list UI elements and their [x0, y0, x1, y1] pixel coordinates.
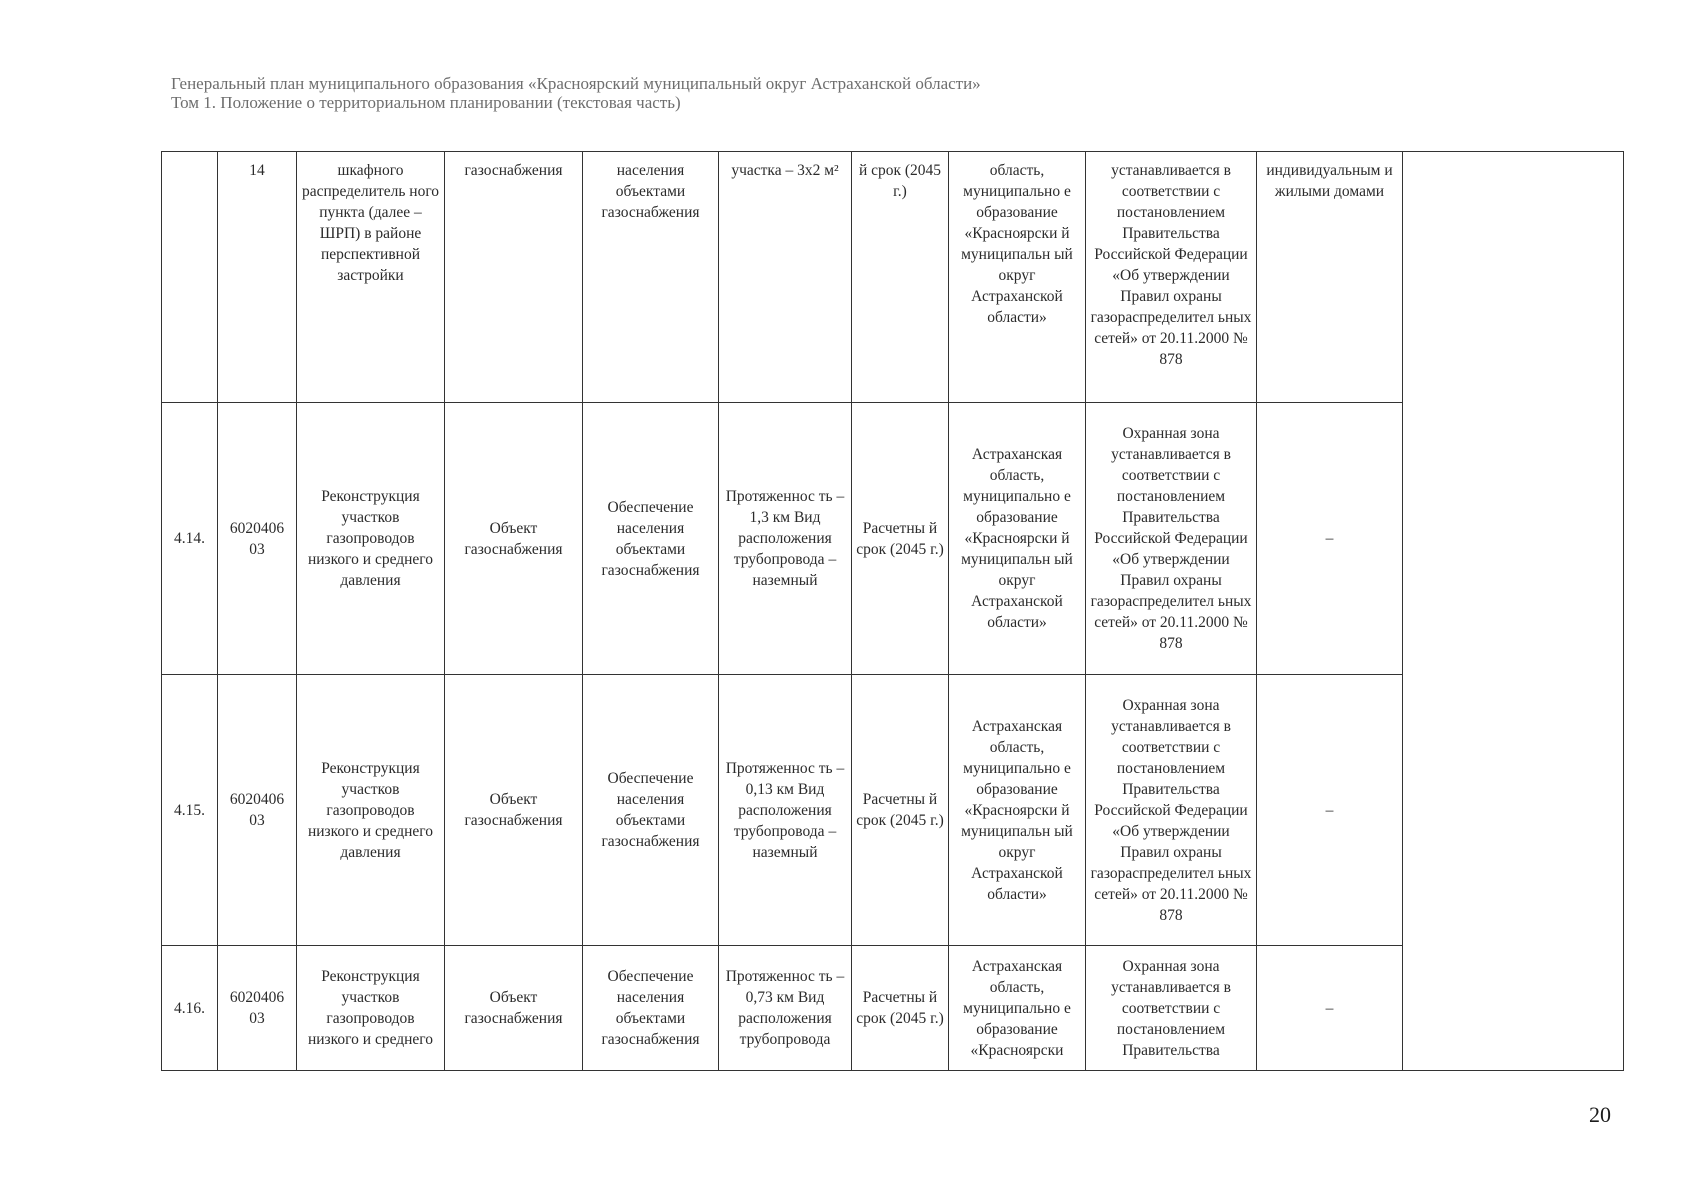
- cell-blank: [1403, 675, 1624, 946]
- header-subtitle: Том 1. Положение о территориальном планировании (текстовая часть): [171, 93, 681, 112]
- cell-zone: устанавливается в соответствии с постановлением Правительства Российской Федерации «Об утверждении Правил охраны газораспределител ьных сетей» от 20.11.2000 № 878: [1086, 152, 1257, 403]
- cell-characteristics: участка – 3х2 м²: [719, 152, 852, 403]
- cell-extra: –: [1257, 403, 1403, 675]
- cell-num: 4.16.: [162, 946, 218, 1071]
- table-row: [162, 403, 1624, 675]
- table-row: [162, 152, 1624, 403]
- table-row: [162, 675, 1624, 946]
- cell-characteristics: Протяженнос ть – 0,13 км Вид расположения трубопровода – наземный: [719, 675, 852, 946]
- cell-purpose: Обеспечение населения объектами газоснабжения: [583, 403, 719, 675]
- cell-extra: –: [1257, 675, 1403, 946]
- cell-location: Астраханская область, муниципально е образование «Красноярски й муниципальн ый округ Астраханской области»: [949, 675, 1086, 946]
- cell-num: [162, 152, 218, 403]
- cell-code: 14: [218, 152, 297, 403]
- cell-term: й срок (2045 г.): [852, 152, 949, 403]
- header-title: Генеральный план муниципального образования «Красноярский муниципальный округ Астраханской области»: [171, 74, 981, 93]
- cell-type: газоснабжения: [445, 152, 583, 403]
- cell-extra: –: [1257, 946, 1403, 1071]
- cell-purpose: населения объектами газоснабжения: [583, 152, 719, 403]
- cell-characteristics: Протяженнос ть – 0,73 км Вид расположения трубопровода: [719, 946, 852, 1071]
- table-row: [162, 946, 1624, 1071]
- cell-extra: индивидуальным и жилыми домами: [1257, 152, 1403, 403]
- cell-blank: [1403, 152, 1624, 403]
- cell-zone: Охранная зона устанавливается в соответствии с постановлением Правительства: [1086, 946, 1257, 1071]
- cell-purpose: Обеспечение населения объектами газоснабжения: [583, 946, 719, 1071]
- cell-zone: Охранная зона устанавливается в соответствии с постановлением Правительства Российской Федерации «Об утверждении Правил охраны газораспределител ьных сетей» от 20.11.2000 № 878: [1086, 675, 1257, 946]
- cell-type: Объект газоснабжения: [445, 403, 583, 675]
- cell-name: шкафного распределитель ного пункта (далее – ШРП) в районе перспективной застройки: [297, 152, 445, 403]
- cell-location: Астраханская область, муниципально е образование «Красноярски: [949, 946, 1086, 1071]
- cell-code: 6020406 03: [218, 946, 297, 1071]
- cell-location: область, муниципально е образование «Красноярски й муниципальн ый округ Астраханской области»: [949, 152, 1086, 403]
- cell-zone: Охранная зона устанавливается в соответствии с постановлением Правительства Российской Федерации «Об утверждении Правил охраны газораспределител ьных сетей» от 20.11.2000 № 878: [1086, 403, 1257, 675]
- cell-term: Расчетны й срок (2045 г.): [852, 403, 949, 675]
- cell-purpose: Обеспечение населения объектами газоснабжения: [583, 675, 719, 946]
- cell-name: Реконструкция участков газопроводов низкого и среднего давления: [297, 403, 445, 675]
- cell-term: Расчетны й срок (2045 г.): [852, 946, 949, 1071]
- cell-term: Расчетны й срок (2045 г.): [852, 675, 949, 946]
- page-number: 20: [1589, 1102, 1611, 1127]
- cell-name: Реконструкция участков газопроводов низкого и среднего давления: [297, 675, 445, 946]
- cell-name: Реконструкция участков газопроводов низкого и среднего: [297, 946, 445, 1071]
- cell-blank: [1403, 946, 1624, 1071]
- document-header: [171, 74, 981, 112]
- cell-blank: [1403, 403, 1624, 675]
- plan-objects-table: [161, 151, 1624, 1071]
- cell-num: 4.15.: [162, 675, 218, 946]
- cell-code: 6020406 03: [218, 403, 297, 675]
- cell-type: Объект газоснабжения: [445, 675, 583, 946]
- cell-code: 6020406 03: [218, 675, 297, 946]
- cell-num: 4.14.: [162, 403, 218, 675]
- cell-type: Объект газоснабжения: [445, 946, 583, 1071]
- cell-location: Астраханская область, муниципально е образование «Красноярски й муниципальн ый округ Астраханской области»: [949, 403, 1086, 675]
- cell-characteristics: Протяженнос ть – 1,3 км Вид расположения трубопровода – наземный: [719, 403, 852, 675]
